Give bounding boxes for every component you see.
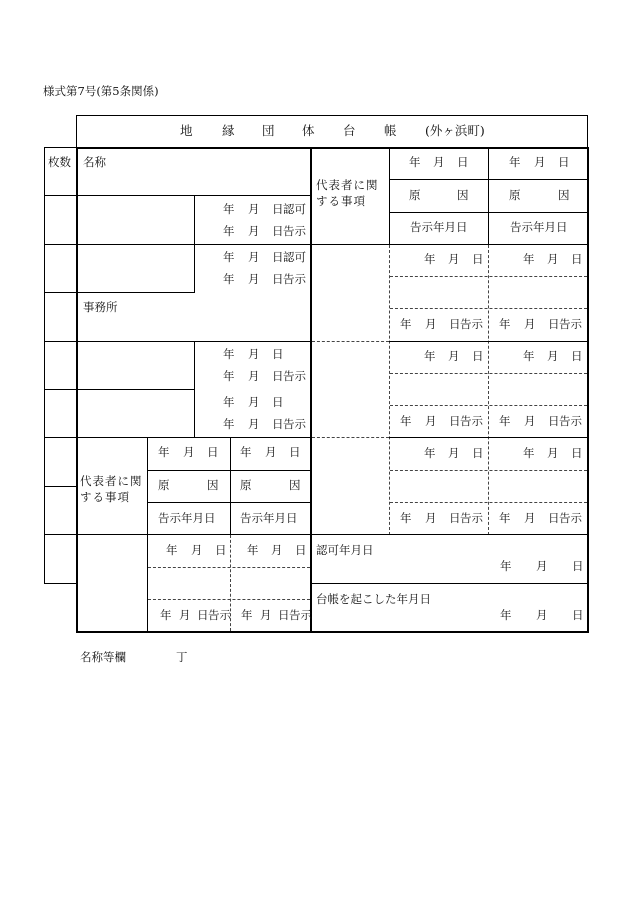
name-label: 名称	[83, 155, 106, 169]
approval-date-label: 認可年月日	[316, 543, 374, 557]
title-char-3: 団	[262, 123, 275, 138]
office-label: 事務所	[83, 300, 118, 314]
sheet-count-label: 枚数	[48, 155, 71, 169]
ledger-created-label: 台帳を起こした年月日	[316, 592, 431, 606]
representative-label-right: 代表者に関 する事項	[316, 178, 379, 209]
name-column-label: 名称等欄	[80, 650, 126, 664]
title-char-6: 帳	[384, 123, 397, 138]
title-char-1: 地	[180, 123, 193, 138]
title-char-2: 縁	[222, 123, 235, 138]
title-location: (外ヶ浜町)	[425, 123, 485, 138]
title-char-4: 体	[302, 123, 315, 138]
form-number: 様式第7号(第5条関係)	[43, 84, 159, 98]
representative-label-left: 代表者に関 する事項	[80, 474, 143, 505]
page-marker: 丁	[176, 650, 188, 664]
title-char-5: 台	[343, 123, 356, 138]
